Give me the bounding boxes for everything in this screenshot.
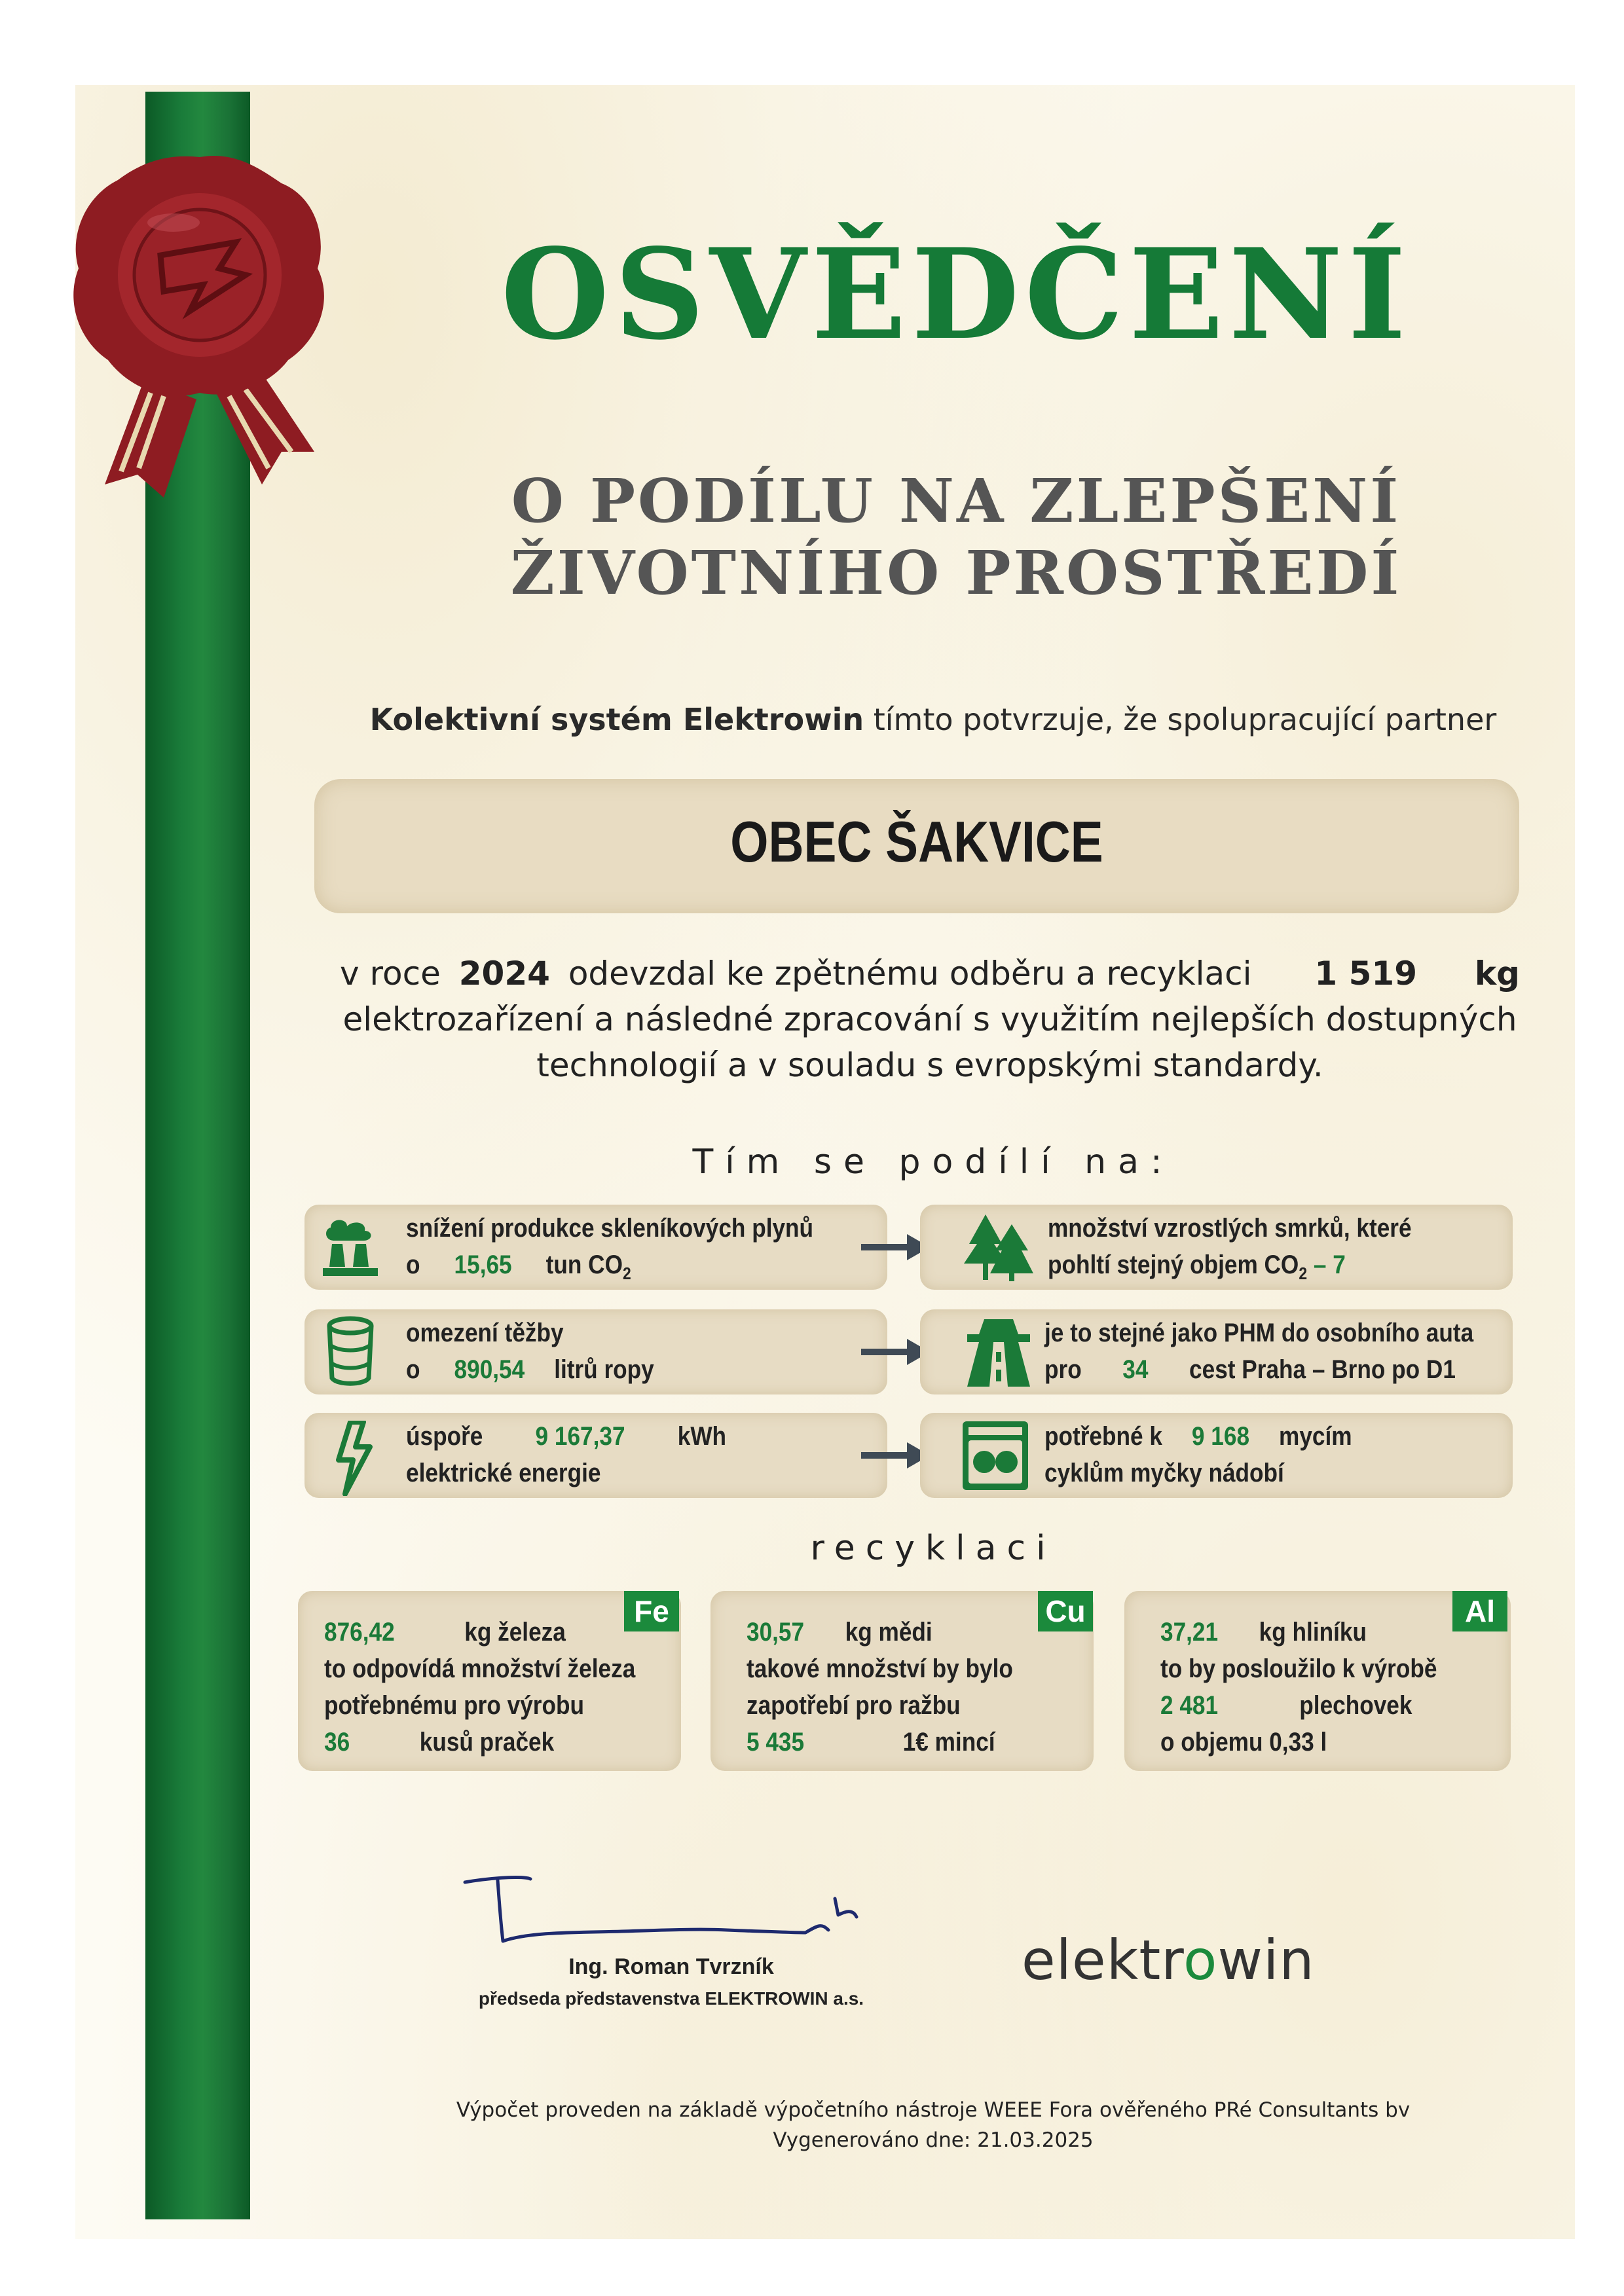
recycling-iron-unit: kg železa [464, 1618, 566, 1647]
result-trees-line-1: množství vzrostlých smrků, které [1048, 1214, 1412, 1243]
impact-emissions-prefix: o [406, 1250, 420, 1279]
recycling-iron-count-label: kusů praček [419, 1728, 555, 1757]
highway-icon [966, 1316, 1031, 1388]
statement-line-1 [308, 951, 1552, 996]
subtitle-line-2: ŽIVOTNÍHO PROSTŘEDÍ [510, 538, 1402, 609]
recycling-copper-count: 5 435 [747, 1728, 805, 1757]
result-dishwasher-value: 9 168 [1191, 1422, 1250, 1451]
recycling-copper-count-label: 1€ mincí [902, 1728, 995, 1757]
result-text-trees [1048, 1210, 1412, 1292]
result-trees-value: – 7 [1313, 1250, 1346, 1279]
impact-emissions-line-2 [406, 1247, 813, 1292]
confirmation-text [262, 702, 1604, 737]
signatory-name: Ing. Roman Tvrzník [568, 1954, 774, 1979]
result-dishwasher-line-1 [1044, 1418, 1352, 1455]
partner-name: OBEC ŠAKVICE [730, 809, 1103, 874]
impact-energy-line-2: elektrické energie [406, 1459, 601, 1487]
recycling-iron-count: 36 [324, 1728, 350, 1757]
logo-part-2: o [1183, 1928, 1218, 1992]
recycling-copper-unit: kg mědi [845, 1618, 932, 1647]
recycling-copper-value: 30,57 [747, 1618, 805, 1647]
impact-emissions-unit: tun CO [545, 1250, 623, 1279]
impact-energy-unit: kWh [677, 1422, 727, 1451]
recycling-aluminium-count: 2 481 [1160, 1691, 1219, 1720]
result-highway-prefix: pro [1044, 1355, 1082, 1384]
recycling-text-iron [324, 1614, 635, 1760]
elektrowin-logo [1022, 1928, 1315, 1992]
impact-emissions-line-1: snížení produkce skleníkových plynů [406, 1214, 814, 1243]
recycling-iron-line-4 [324, 1724, 635, 1760]
recycling-iron-value: 876,42 [324, 1618, 395, 1647]
barrel-icon [324, 1316, 377, 1388]
recycling-heading: recyklaci [810, 1529, 1056, 1568]
recycling-iron-line-3: potřebnému pro výrobu [324, 1691, 585, 1720]
recycling-aluminium-count-label: plechovek [1299, 1691, 1412, 1720]
recycling-copper-line-3: zapotřebí pro ražbu [747, 1691, 961, 1720]
result-text-dishwasher [1044, 1418, 1352, 1491]
logo-part-3: win [1217, 1928, 1315, 1992]
result-trees-sub: 2 [1299, 1264, 1308, 1283]
impact-emissions-value: 15,65 [454, 1250, 512, 1279]
footer-line-2: Vygenerováno dne: 21.03.2025 [773, 2128, 1094, 2152]
recycling-aluminium-value: 37,21 [1160, 1618, 1219, 1647]
impact-oil-line-2 [406, 1351, 654, 1388]
result-highway-line-1: je to stejné jako PHM do osobního auta [1044, 1319, 1474, 1347]
statement-year: 2024 [458, 955, 550, 993]
impact-text-emissions [406, 1210, 813, 1292]
result-highway-unit: cest Praha – Brno po D1 [1189, 1355, 1456, 1384]
impact-oil-prefix: o [406, 1355, 420, 1384]
impact-oil-line-1: omezení těžby [406, 1319, 564, 1347]
recycling-copper-line-1 [747, 1614, 1013, 1650]
lightning-icon [331, 1421, 377, 1496]
impact-oil-value: 890,54 [454, 1355, 525, 1384]
result-text-highway [1044, 1315, 1473, 1388]
impact-energy-label: úspoře [406, 1422, 483, 1451]
result-highway-value: 34 [1122, 1355, 1149, 1384]
element-badge-fe: Fe [624, 1591, 679, 1631]
confirmation-issuer: Kolektivní systém Elektrowin [369, 702, 864, 737]
signatory-role: předseda představenstva ELEKTROWIN a.s. [478, 1988, 864, 2009]
element-badge-al: Al [1452, 1591, 1507, 1631]
statement-line-2: elektrozařízení a následné zpracování s využitím nejlepších dostupných [342, 1000, 1517, 1038]
recycling-aluminium-unit: kg hliníku [1259, 1618, 1367, 1647]
result-trees-line-2-text: pohltí stejný objem CO [1048, 1250, 1299, 1279]
recycling-aluminium-line-2: to by posloužilo k výrobě [1160, 1654, 1437, 1683]
statement [308, 951, 1552, 1088]
recycling-text-copper [747, 1614, 1013, 1760]
footer [262, 2095, 1604, 2155]
wax-seal-icon [65, 144, 334, 511]
impact-energy-value: 9 167,37 [535, 1422, 625, 1451]
statement-amount: 1 519 [1314, 955, 1417, 993]
certificate-subtitle [367, 465, 1545, 610]
recycling-aluminium-line-4: o objemu 0,33 l [1160, 1728, 1327, 1757]
statement-middle: odevzdal ke zpětnému odběru a recyklaci [568, 955, 1252, 993]
footer-line-1: Výpočet proveden na základě výpočetního nástroje WEEE Fora ověřeného PRé Consultants bv [456, 2098, 1411, 2122]
impact-text-oil [406, 1315, 654, 1388]
contribution-heading: Tím se podílí na: [692, 1142, 1174, 1182]
impact-oil-unit: litrů ropy [554, 1355, 654, 1384]
statement-prefix: v roce [340, 955, 441, 993]
result-dishwasher-line-2: cyklům myčky nádobí [1044, 1459, 1284, 1487]
factory-icon [318, 1214, 383, 1280]
impact-text-energy [406, 1418, 726, 1491]
recycling-iron-line-1 [324, 1614, 635, 1650]
result-trees-line-2 [1048, 1247, 1412, 1292]
confirmation-rest: tímto potvrzuje, že spolupracující partner [873, 702, 1497, 737]
recycling-aluminium-line-1 [1160, 1614, 1437, 1650]
result-dishwasher-unit: mycím [1279, 1422, 1352, 1451]
result-dishwasher-prefix: potřebné k [1044, 1422, 1162, 1451]
result-highway-line-2 [1044, 1351, 1473, 1388]
subtitle-line-1: O PODÍLU NA ZLEPŠENÍ [511, 465, 1401, 536]
impact-energy-line-1 [406, 1418, 726, 1455]
signature-image [452, 1859, 871, 1951]
impact-emissions-sub: 2 [622, 1264, 631, 1283]
recycling-iron-line-2: to odpovídá množství železa [324, 1654, 636, 1683]
element-badge-cu: Cu [1038, 1591, 1093, 1631]
recycling-copper-line-2: takové množství by bylo [747, 1654, 1013, 1683]
certificate-title: OSVĚDČENÍ [500, 221, 1412, 367]
recycling-copper-line-4 [747, 1724, 1013, 1760]
trees-icon [963, 1211, 1035, 1283]
logo-part-1: elektr [1022, 1928, 1183, 1992]
statement-line-3: technologií a v souladu s evropskými standardy. [536, 1046, 1323, 1084]
statement-unit: kg [1474, 955, 1520, 993]
recycling-text-aluminium [1160, 1614, 1437, 1760]
recycling-aluminium-line-3 [1160, 1687, 1437, 1724]
dishwasher-icon [959, 1418, 1031, 1493]
